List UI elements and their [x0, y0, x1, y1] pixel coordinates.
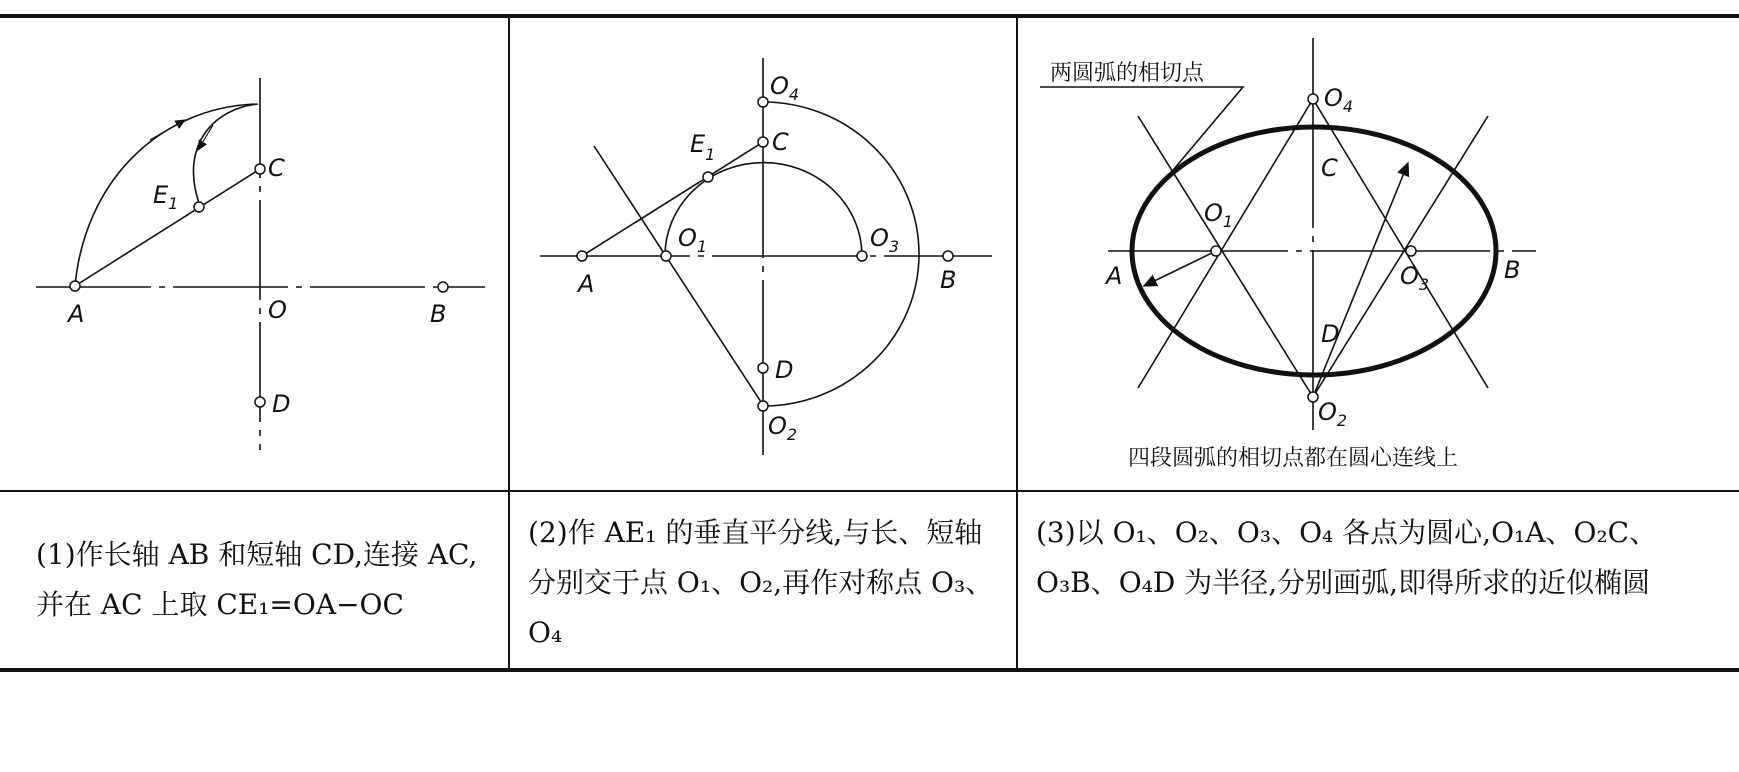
label-a: A — [1106, 262, 1123, 290]
label-o4: $O_4$ — [1324, 84, 1354, 116]
caption-3-text: (3)以 O₁、O₂、O₃、O₄ 各点为圆心,O₁A、O₂C、O₃B、O₄D 为半径,分别画弧,即得所求的近似椭圆 — [1036, 516, 1658, 599]
label-o3: $O_3$ — [870, 224, 900, 256]
middle-rule — [0, 490, 1739, 492]
point-e1 — [703, 172, 713, 182]
line-o2-o3 — [1313, 116, 1488, 397]
label-b: B — [940, 266, 957, 294]
label-c: C — [268, 154, 285, 182]
bottom-rule — [0, 668, 1739, 672]
label-o2: $O_2$ — [768, 412, 798, 444]
label-o1: $O_1$ — [1204, 199, 1234, 231]
line-ac — [582, 142, 763, 256]
point-c — [255, 164, 265, 174]
point-o3 — [857, 251, 867, 261]
label-b: B — [430, 300, 447, 328]
point-c — [758, 137, 768, 147]
note-tangent-points-all: 四段圆弧的相切点都在圆心连线上 — [1128, 446, 1459, 471]
diagram-panel-2 — [510, 0, 1016, 490]
label-e1: $E_1$ — [153, 181, 179, 213]
caption-2-text: (2)作 AE₁ 的垂直平分线,与长、短轴分别交于点 O₁、O₂,再作对称点 O₃、O₄ — [528, 516, 994, 649]
label-o4: $O_4$ — [770, 72, 800, 104]
diagram-3-svg — [1018, 0, 1739, 490]
point-d — [255, 397, 265, 407]
point-o4 — [1308, 94, 1318, 104]
diagram-panel-1 — [0, 0, 508, 490]
leader-line — [1040, 87, 1243, 188]
point-e1 — [194, 202, 204, 212]
label-o1: $O_1$ — [678, 224, 708, 256]
radius-o1-a — [1144, 251, 1216, 286]
diagram-1-svg — [0, 0, 508, 490]
point-a — [70, 281, 80, 291]
caption-1-text: (1)作长轴 AB 和短轴 CD,连接 AC,并在 AC 上取 CE₁=OA−OC — [36, 538, 478, 621]
point-b — [438, 282, 448, 292]
label-b: B — [1504, 256, 1521, 284]
label-o2: $O_2$ — [1318, 398, 1348, 430]
perpendicular-bisector — [594, 146, 763, 405]
point-o4 — [758, 97, 768, 107]
line-o2-o1 — [1138, 116, 1313, 397]
label-d: D — [272, 390, 291, 418]
label-d: D — [775, 356, 794, 384]
label-e1: $E_1$ — [690, 130, 716, 164]
point-o3 — [1406, 246, 1416, 256]
note-tangent-point: 两圆弧的相切点 — [1050, 61, 1205, 86]
label-o3: $O_3$ — [1400, 262, 1430, 294]
caption-step-3 — [1036, 508, 1726, 608]
label-a: A — [578, 270, 595, 298]
point-o2 — [1308, 392, 1318, 402]
point-o1 — [661, 251, 671, 261]
point-o2 — [758, 401, 768, 411]
label-o: O — [268, 296, 287, 324]
label-d: D — [1321, 320, 1340, 348]
point-a — [577, 251, 587, 261]
label-c: C — [1321, 154, 1338, 182]
caption-step-1 — [36, 530, 496, 630]
diagram-2-svg — [510, 0, 1016, 490]
point-d — [758, 363, 768, 373]
label-c: C — [772, 128, 789, 156]
point-o1 — [1211, 246, 1221, 256]
point-b — [943, 251, 953, 261]
diagram-panel-3 — [1018, 0, 1739, 490]
caption-step-2 — [528, 508, 1006, 658]
label-a: A — [68, 300, 85, 328]
